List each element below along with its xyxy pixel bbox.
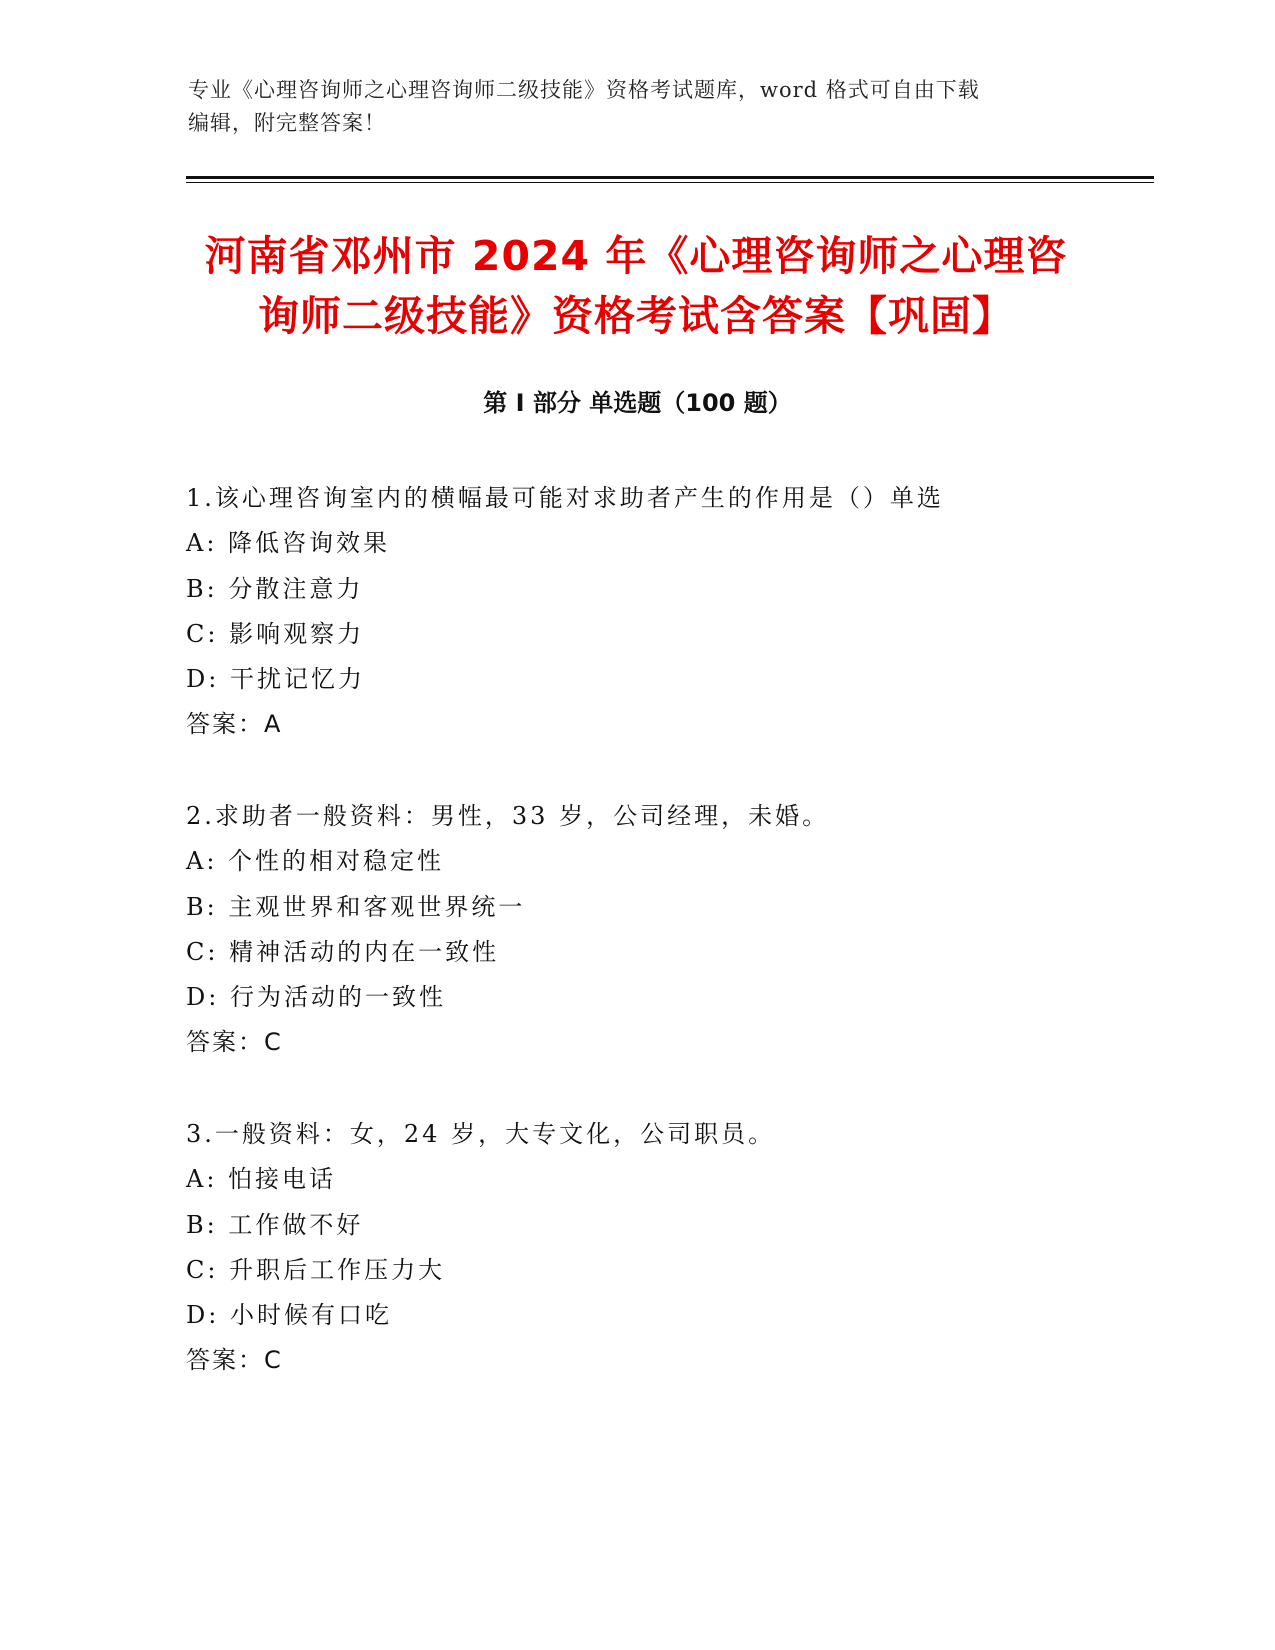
option-d: D: 干扰记忆力 [186, 665, 365, 694]
answer-label: 答案：C [186, 1028, 283, 1057]
option-d: D: 小时候有口吃 [186, 1301, 392, 1330]
section-title: 第 I 部分 单选题（100 题） [483, 389, 792, 417]
option-c: C: 升职后工作压力大 [186, 1255, 446, 1284]
header-note-line-2: 编辑，附完整答案！ [188, 111, 386, 135]
option-a: A: 降低咨询效果 [186, 529, 391, 558]
option-a: A: 怕接电话 [186, 1165, 337, 1194]
document-title-line-2: 询师二级技能》资格考试含答案【巩固】 [258, 292, 1014, 340]
question-stem: 2.求助者一般资料：男性，33 岁，公司经理，未婚。 [186, 802, 830, 830]
option-c: C: 影响观察力 [186, 619, 365, 648]
question-list [186, 476, 1136, 1430]
document-title [186, 226, 1086, 346]
question-stem: 3.一般资料：女，24 岁，大专文化，公司职员。 [186, 1120, 776, 1148]
option-b: B: 分散注意力 [186, 574, 364, 603]
header-rule-thick [186, 176, 1154, 179]
question-item [186, 794, 1136, 1112]
header-note-line-1: 专业《心理咨询师之心理咨询师二级技能》资格考试题库，word 格式可自由下载 [188, 78, 980, 102]
question-item [186, 476, 1136, 794]
answer-label: 答案：C [186, 1346, 283, 1375]
option-b: B: 工作做不好 [186, 1210, 364, 1239]
header-note [188, 74, 1088, 140]
document-title-line-1: 河南省邓州市 2024 年《心理咨询师之心理咨 [204, 232, 1068, 280]
option-b: B: 主观世界和客观世界统一 [186, 892, 526, 921]
question-stem: 1.该心理咨询室内的横幅最可能对求助者产生的作用是（）单选 [186, 484, 944, 512]
answer-label: 答案：A [186, 710, 283, 739]
question-item [186, 1112, 1136, 1430]
option-d: D: 行为活动的一致性 [186, 983, 446, 1012]
header-rule-thin [186, 182, 1154, 183]
option-c: C: 精神活动的内在一致性 [186, 937, 500, 966]
option-a: A: 个性的相对稳定性 [186, 847, 445, 876]
